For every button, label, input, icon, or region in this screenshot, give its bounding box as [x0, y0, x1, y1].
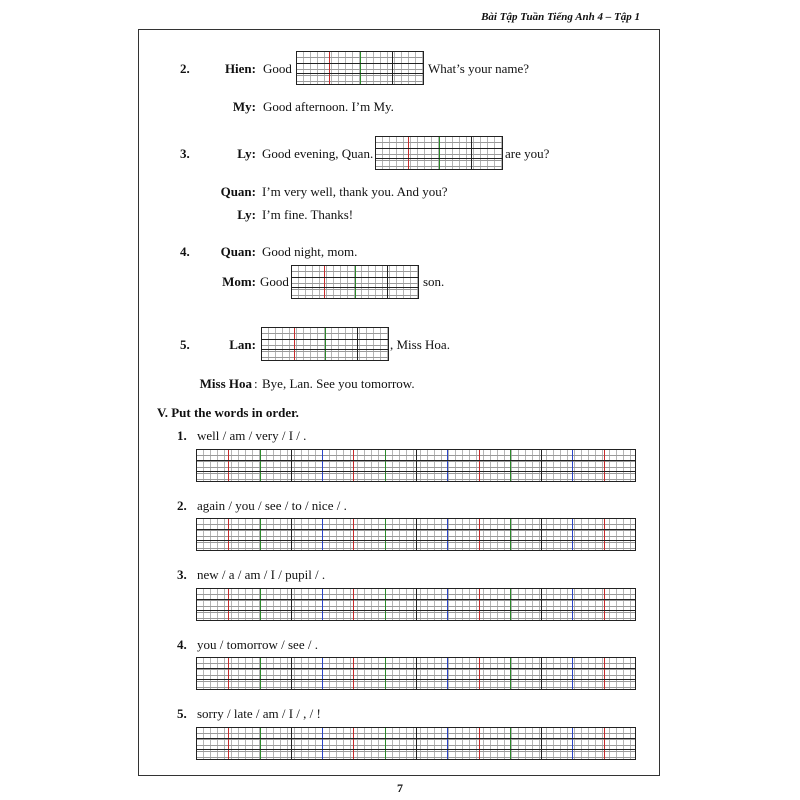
- grid-cell-line: [416, 589, 417, 620]
- answer-grid[interactable]: [196, 727, 636, 760]
- grid-cell-line: [510, 519, 511, 550]
- word-list: well / am / very / I / .: [197, 428, 307, 443]
- item-number: 1.: [177, 428, 187, 443]
- grid-cell-line: [228, 589, 229, 620]
- speaker-colon: :: [254, 376, 258, 391]
- dialogue-number: 4.: [180, 244, 190, 259]
- grid-cell-line: [510, 589, 511, 620]
- grid-guide-line: [262, 339, 388, 340]
- sentence-text: Bye, Lan. See you tomorrow.: [262, 376, 415, 391]
- grid-cell-line: [357, 328, 358, 360]
- grid-guide-line: [262, 349, 388, 350]
- grid-cell-line: [322, 450, 323, 481]
- sentence-text: are you?: [505, 146, 550, 161]
- grid-guide-line: [197, 540, 635, 541]
- speaker-label: Ly:: [237, 146, 256, 161]
- grid-cell-line: [572, 589, 573, 620]
- grid-cell-line: [387, 266, 388, 298]
- grid-cell-line: [385, 728, 386, 759]
- grid-cell-line: [385, 450, 386, 481]
- grid-cell-line: [572, 658, 573, 689]
- grid-cell-line: [322, 658, 323, 689]
- grid-cell-line: [353, 589, 354, 620]
- grid-guide-line: [197, 738, 635, 739]
- speaker-label: Mom:: [222, 274, 256, 289]
- grid-cell-line: [604, 519, 605, 550]
- grid-cell-line: [416, 519, 417, 550]
- grid-cell-line: [260, 450, 261, 481]
- speaker-label: Quan:: [220, 184, 256, 199]
- grid-guide-line: [197, 610, 635, 611]
- sentence-text: Good afternoon. I’m My.: [263, 99, 394, 114]
- sentence-text: Good: [263, 61, 292, 76]
- sentence-text: What’s your name?: [428, 61, 530, 76]
- answer-grid[interactable]: [196, 449, 636, 482]
- answer-grid[interactable]: [261, 327, 389, 361]
- answer-grid[interactable]: [296, 51, 424, 85]
- section-title: V. Put the words in order.: [157, 405, 299, 420]
- grid-cell-line: [360, 52, 361, 84]
- grid-cell-line: [572, 450, 573, 481]
- speaker-label: Lan:: [229, 337, 256, 352]
- grid-guide-line: [197, 749, 635, 750]
- grid-cell-line: [385, 658, 386, 689]
- grid-cell-line: [291, 589, 292, 620]
- grid-cell-line: [439, 137, 440, 169]
- grid-cell-line: [324, 266, 325, 298]
- sentence-text: , Miss Hoa.: [390, 337, 450, 352]
- grid-cell-line: [479, 658, 480, 689]
- sentence-text: Good evening, Quan.: [262, 146, 374, 161]
- grid-cell-line: [572, 519, 573, 550]
- answer-grid[interactable]: [196, 657, 636, 690]
- grid-cell-line: [260, 589, 261, 620]
- speaker-label: Ly:: [237, 207, 256, 222]
- dialogue-number: 2.: [180, 61, 190, 76]
- grid-cell-line: [322, 589, 323, 620]
- grid-cell-line: [291, 450, 292, 481]
- grid-cell-line: [291, 519, 292, 550]
- grid-cell-line: [510, 658, 511, 689]
- grid-cell-line: [416, 728, 417, 759]
- item-number: 4.: [177, 637, 187, 652]
- item-number: 3.: [177, 567, 187, 582]
- answer-grid[interactable]: [196, 588, 636, 621]
- grid-cell-line: [541, 589, 542, 620]
- grid-cell-line: [541, 450, 542, 481]
- grid-cell-line: [385, 589, 386, 620]
- dialogue-number: 3.: [180, 146, 190, 161]
- grid-cell-line: [604, 728, 605, 759]
- sentence-text: I’m fine. Thanks!: [262, 207, 354, 222]
- grid-cell-line: [510, 450, 511, 481]
- word-list: you / tomorrow / see / .: [197, 637, 318, 652]
- word-list: new / a / am / I / pupil / .: [197, 567, 326, 582]
- grid-cell-line: [385, 519, 386, 550]
- grid-cell-line: [353, 450, 354, 481]
- page-number: 7: [397, 781, 403, 795]
- grid-cell-line: [510, 728, 511, 759]
- speaker-label: Miss Hoa: [199, 376, 252, 391]
- grid-guide-line: [197, 529, 635, 530]
- sentence-text: I’m very well, thank you. And you?: [262, 184, 448, 199]
- grid-cell-line: [322, 728, 323, 759]
- grid-cell-line: [416, 658, 417, 689]
- answer-grid[interactable]: [375, 136, 503, 170]
- word-list: again / you / see / to / nice / .: [197, 498, 347, 513]
- grid-cell-line: [228, 450, 229, 481]
- grid-cell-line: [479, 728, 480, 759]
- grid-guide-line: [197, 679, 635, 680]
- speaker-label: Hien:: [224, 61, 256, 76]
- grid-cell-line: [355, 266, 356, 298]
- grid-cell-line: [541, 658, 542, 689]
- grid-cell-line: [541, 519, 542, 550]
- grid-cell-line: [479, 589, 480, 620]
- grid-cell-line: [416, 450, 417, 481]
- grid-cell-line: [604, 658, 605, 689]
- grid-cell-line: [291, 728, 292, 759]
- grid-cell-line: [392, 52, 393, 84]
- answer-grid[interactable]: [291, 265, 419, 299]
- sentence-text: son.: [423, 274, 445, 289]
- grid-guide-line: [297, 63, 423, 64]
- grid-cell-line: [228, 658, 229, 689]
- grid-guide-line: [376, 158, 502, 159]
- sentence-text: Good: [260, 274, 289, 289]
- grid-cell-line: [541, 728, 542, 759]
- sentence-text: Good night, mom.: [262, 244, 358, 259]
- speaker-label: Quan:: [220, 244, 256, 259]
- item-number: 2.: [177, 498, 187, 513]
- grid-cell-line: [447, 589, 448, 620]
- word-list: sorry / late / am / I / , / !: [197, 706, 321, 721]
- grid-cell-line: [471, 137, 472, 169]
- grid-cell-line: [260, 728, 261, 759]
- grid-guide-line: [292, 277, 418, 278]
- grid-cell-line: [447, 519, 448, 550]
- speaker-label: My:: [232, 99, 256, 114]
- answer-grid[interactable]: [196, 518, 636, 551]
- dialogue-number: 5.: [180, 337, 190, 352]
- grid-cell-line: [294, 328, 295, 360]
- grid-cell-line: [228, 728, 229, 759]
- grid-cell-line: [322, 519, 323, 550]
- grid-cell-line: [228, 519, 229, 550]
- grid-cell-line: [260, 519, 261, 550]
- grid-cell-line: [447, 658, 448, 689]
- grid-cell-line: [353, 519, 354, 550]
- item-number: 5.: [177, 706, 187, 721]
- grid-cell-line: [479, 450, 480, 481]
- grid-guide-line: [197, 460, 635, 461]
- grid-cell-line: [408, 137, 409, 169]
- grid-cell-line: [604, 450, 605, 481]
- grid-cell-line: [604, 589, 605, 620]
- grid-guide-line: [376, 148, 502, 149]
- grid-cell-line: [353, 658, 354, 689]
- grid-cell-line: [353, 728, 354, 759]
- grid-guide-line: [197, 599, 635, 600]
- grid-cell-line: [260, 658, 261, 689]
- grid-guide-line: [197, 668, 635, 669]
- grid-guide-line: [297, 73, 423, 74]
- grid-guide-line: [197, 471, 635, 472]
- page-header: Bài Tập Tuần Tiếng Anh 4 – Tập 1: [481, 11, 640, 23]
- grid-cell-line: [329, 52, 330, 84]
- grid-cell-line: [291, 658, 292, 689]
- grid-cell-line: [572, 728, 573, 759]
- grid-cell-line: [325, 328, 326, 360]
- grid-cell-line: [479, 519, 480, 550]
- grid-cell-line: [447, 450, 448, 481]
- grid-guide-line: [292, 287, 418, 288]
- grid-cell-line: [447, 728, 448, 759]
